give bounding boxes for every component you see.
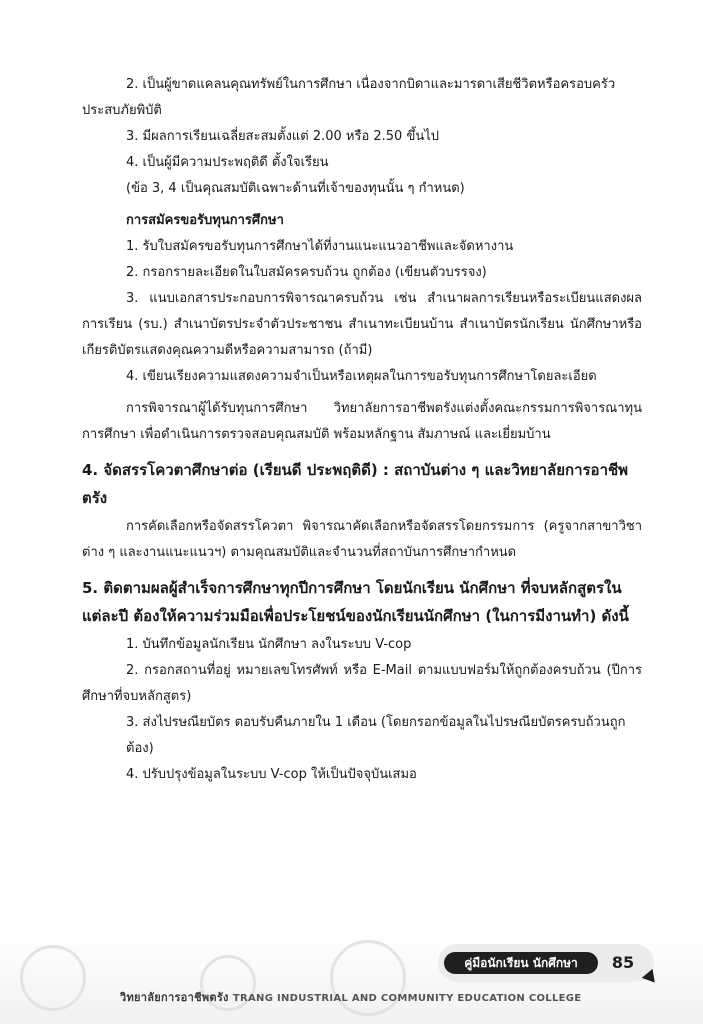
qualification-2-cont: ประสบภัยพิบัติ bbox=[82, 103, 162, 118]
apply-step-3: 3. แนบเอกสารประกอบการพิจารณาครบถ้วน เช่น สำเนาผลการเรียนหรือระเบียนแสดงผลการเรียน (รบ.) สำเนาบัตรประจำตัวประชาชน สำเนาทะเบียนบ้าน สำเนาบัตรนักเรียน นักศึกษาหรือเกียรติบัตรแสดงคุณความดีหรือความสามารถ (ถ้ามี) bbox=[82, 291, 642, 358]
qualification-4: 4. เป็นผู้มีความประพฤติดี ตั้งใจเรียน bbox=[126, 155, 329, 170]
book-title-pill: คู่มือนักเรียน นักศึกษา bbox=[444, 952, 598, 974]
page-number: 85 bbox=[611, 953, 635, 972]
qualification-note: (ข้อ 3, 4 เป็นคุณสมบัติเฉพาะด้านที่เจ้าของทุนนั้น ๆ กำหนด) bbox=[126, 181, 465, 196]
college-name bbox=[120, 988, 660, 1006]
qualification-2: 2. เป็นผู้ขาดแคลนคุณทรัพย์ในการศึกษา เนื่องจากบิดาและมารดาเสียชีวิตหรือครอบครัว bbox=[126, 77, 616, 92]
section-5-item-4: 4. ปรับปรุงข้อมูลในระบบ V-cop ให้เป็นปัจจุบันเสมอ bbox=[126, 767, 417, 782]
section-4-heading: 4. จัดสรรโควตาศึกษาต่อ (เรียนดี ประพฤติดี) : สถาบันต่าง ๆ และวิทยาลัยการอาชีพตรัง bbox=[82, 461, 629, 507]
gear-icon bbox=[20, 945, 86, 1011]
section-5-item-1: 1. บันทึกข้อมูลนักเรียน นักศึกษา ลงในระบบ V-cop bbox=[126, 637, 412, 652]
page-content bbox=[82, 72, 642, 788]
section-5-item-3: 3. ส่งไปรษณียบัตร ตอบรับคืนภายใน 1 เดือน (โดยกรอกข้อมูลในไปรษณียบัตรครบถ้วนถูกต้อง) bbox=[126, 715, 626, 756]
apply-step-2: 2. กรอกรายละเอียดในใบสมัครครบถ้วน ถูกต้อง (เขียนตัวบรรจง) bbox=[126, 265, 487, 280]
apply-step-4: 4. เขียนเรียงความแสดงความจำเป็นหรือเหตุผลในการขอรับทุนการศึกษาโดยละเอียด bbox=[126, 369, 597, 384]
apply-heading: การสมัครขอรับทุนการศึกษา bbox=[126, 213, 284, 228]
section-5-item-2: 2. กรอกสถานที่อยู่ หมายเลขโทรศัพท์ หรือ E-Mail ตามแบบฟอร์มให้ถูกต้องครบถ้วน (ปีการศึกษาที่จบหลักสูตร) bbox=[82, 663, 642, 704]
section-5-heading: 5. ติดตามผลผู้สำเร็จการศึกษาทุกปีการศึกษา โดยนักเรียน นักศึกษา ที่จบหลักสูตรในแต่ละปี ต้องให้ความร่วมมือเพื่อประโยชน์ของนักเรียนนักศึกษา (ในการมีงานทำ) ดังนี้ bbox=[82, 579, 629, 625]
college-name-thai: วิทยาลัยการอาชีพตรัง bbox=[120, 991, 229, 1004]
consideration-paragraph: การพิจารณาผู้ได้รับทุนการศึกษา วิทยาลัยการอาชีพตรังแต่งตั้งคณะกรรมการพิจารณาทุนการศึกษา เพื่อดำเนินการตรวจสอบคุณสมบัติ พร้อมหลักฐาน สัมภาษณ์ และเยี่ยมบ้าน bbox=[82, 401, 642, 442]
apply-step-1: 1. รับใบสมัครขอรับทุนการศึกษาได้ที่งานแนะแนวอาชีพและจัดหางาน bbox=[126, 239, 514, 254]
college-name-english: TRANG INDUSTRIAL AND COMMUNITY EDUCATION COLLEGE bbox=[232, 993, 582, 1004]
section-4-body: การคัดเลือกหรือจัดสรรโควตา พิจารณาคัดเลือกหรือจัดสรรโดยกรรมการ (ครูจากสาขาวิชาต่าง ๆ และงานแนะแนวฯ) ตามคุณสมบัติและจำนวนที่สถาบันการศึกษากำหนด bbox=[82, 519, 642, 560]
qualification-3: 3. มีผลการเรียนเฉลี่ยสะสมตั้งแต่ 2.00 หรือ 2.50 ขึ้นไป bbox=[126, 129, 440, 144]
